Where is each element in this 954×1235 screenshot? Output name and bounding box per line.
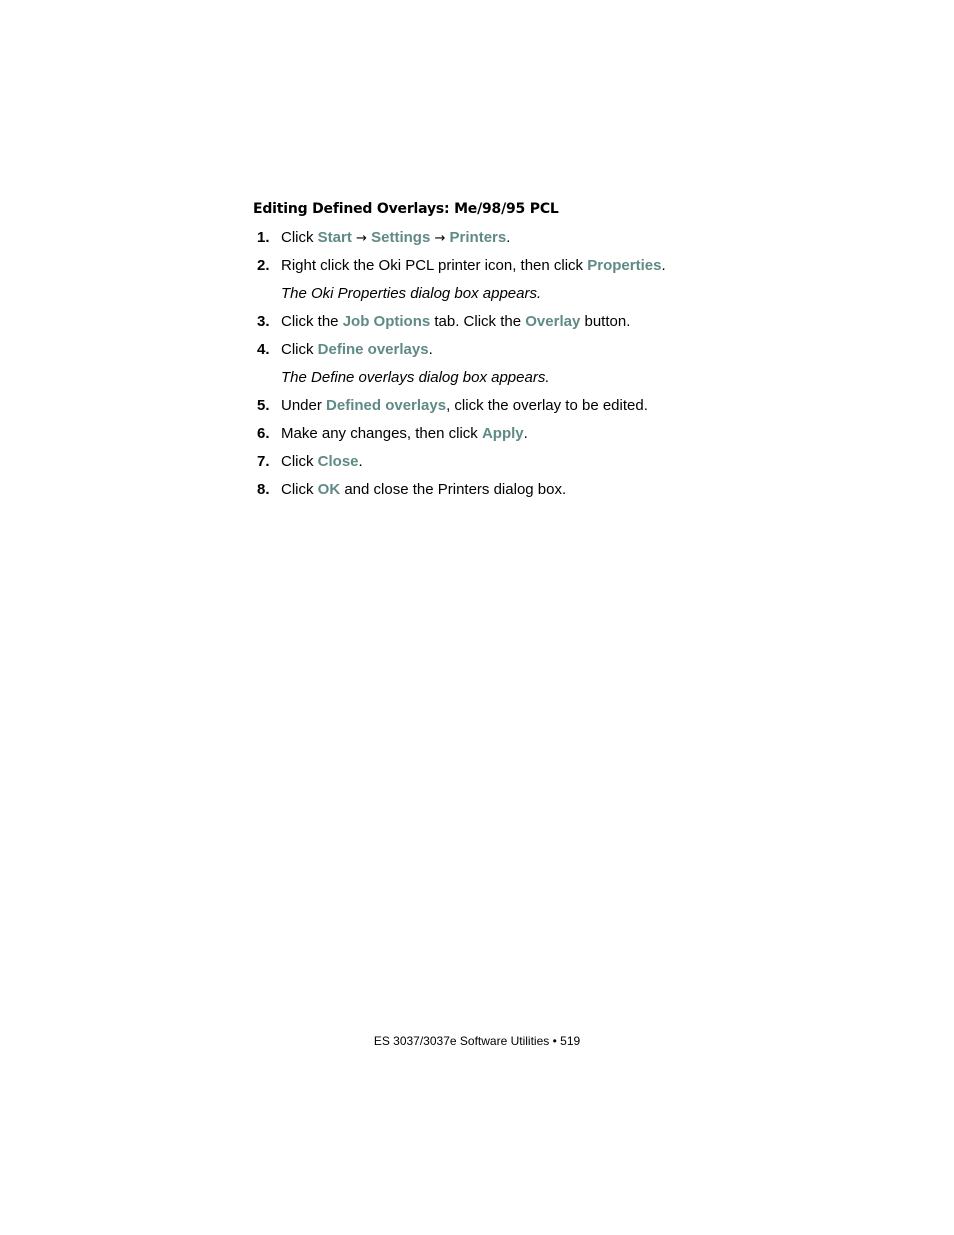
step-number: 7. <box>257 453 270 470</box>
ui-close: Close <box>317 453 359 470</box>
step-number: 1. <box>257 229 270 246</box>
ui-apply: Apply <box>481 425 524 442</box>
step-number: 2. <box>257 257 270 274</box>
footer-product: ES 3037/3037e Software Utilities <box>373 1034 550 1048</box>
note-text: The Define overlays dialog box appears. <box>281 369 550 386</box>
ui-overlay: Overlay <box>525 313 581 330</box>
arrow-icon: → <box>356 231 367 246</box>
step-7 <box>253 452 813 480</box>
arrow-icon: → <box>434 231 446 246</box>
page-footer <box>0 1034 954 1048</box>
step-5 <box>253 396 813 424</box>
step-3 <box>253 312 813 340</box>
step-2 <box>253 256 813 284</box>
step-6 <box>253 424 813 452</box>
step-number: 8. <box>257 481 270 498</box>
step-note <box>253 284 813 312</box>
footer-bullet: • <box>552 1034 557 1048</box>
ui-settings: Settings <box>371 229 431 246</box>
step-text: Click Close. <box>281 453 363 470</box>
step-text: Click Define overlays. <box>281 341 433 358</box>
step-number: 4. <box>257 341 270 358</box>
note-text: The Oki Properties dialog box appears. <box>281 285 542 302</box>
step-note <box>253 368 813 396</box>
page-number: 519 <box>560 1034 581 1048</box>
step-8 <box>253 480 813 508</box>
step-number: 3. <box>257 313 270 330</box>
step-text: Right click the Oki PCL printer icon, then click Properties. <box>281 257 666 274</box>
step-4 <box>253 340 813 368</box>
steps-list <box>253 228 813 508</box>
ui-properties: Properties <box>587 257 662 274</box>
ui-ok: OK <box>317 481 341 498</box>
ui-job-options: Job Options <box>342 313 431 330</box>
step-text: Click the Job Options tab. Click the Overlay button. <box>281 313 631 330</box>
section-heading: Editing Defined Overlays: Me/98/95 PCL <box>253 201 559 217</box>
ui-defined-overlays: Defined overlays <box>326 397 447 414</box>
step-text: Make any changes, then click Apply. <box>281 425 528 442</box>
step-number: 6. <box>257 425 270 442</box>
step-text: Click OK and close the Printers dialog box. <box>281 481 567 498</box>
step-number: 5. <box>257 397 270 414</box>
step-1 <box>253 228 813 256</box>
step-text: Click Start → Settings → Printers. <box>281 229 511 246</box>
ui-printers: Printers <box>449 229 507 246</box>
ui-define-overlays: Define overlays <box>317 341 429 358</box>
ui-start: Start <box>317 229 352 246</box>
step-text: Under Defined overlays, click the overlay to be edited. <box>281 397 648 414</box>
